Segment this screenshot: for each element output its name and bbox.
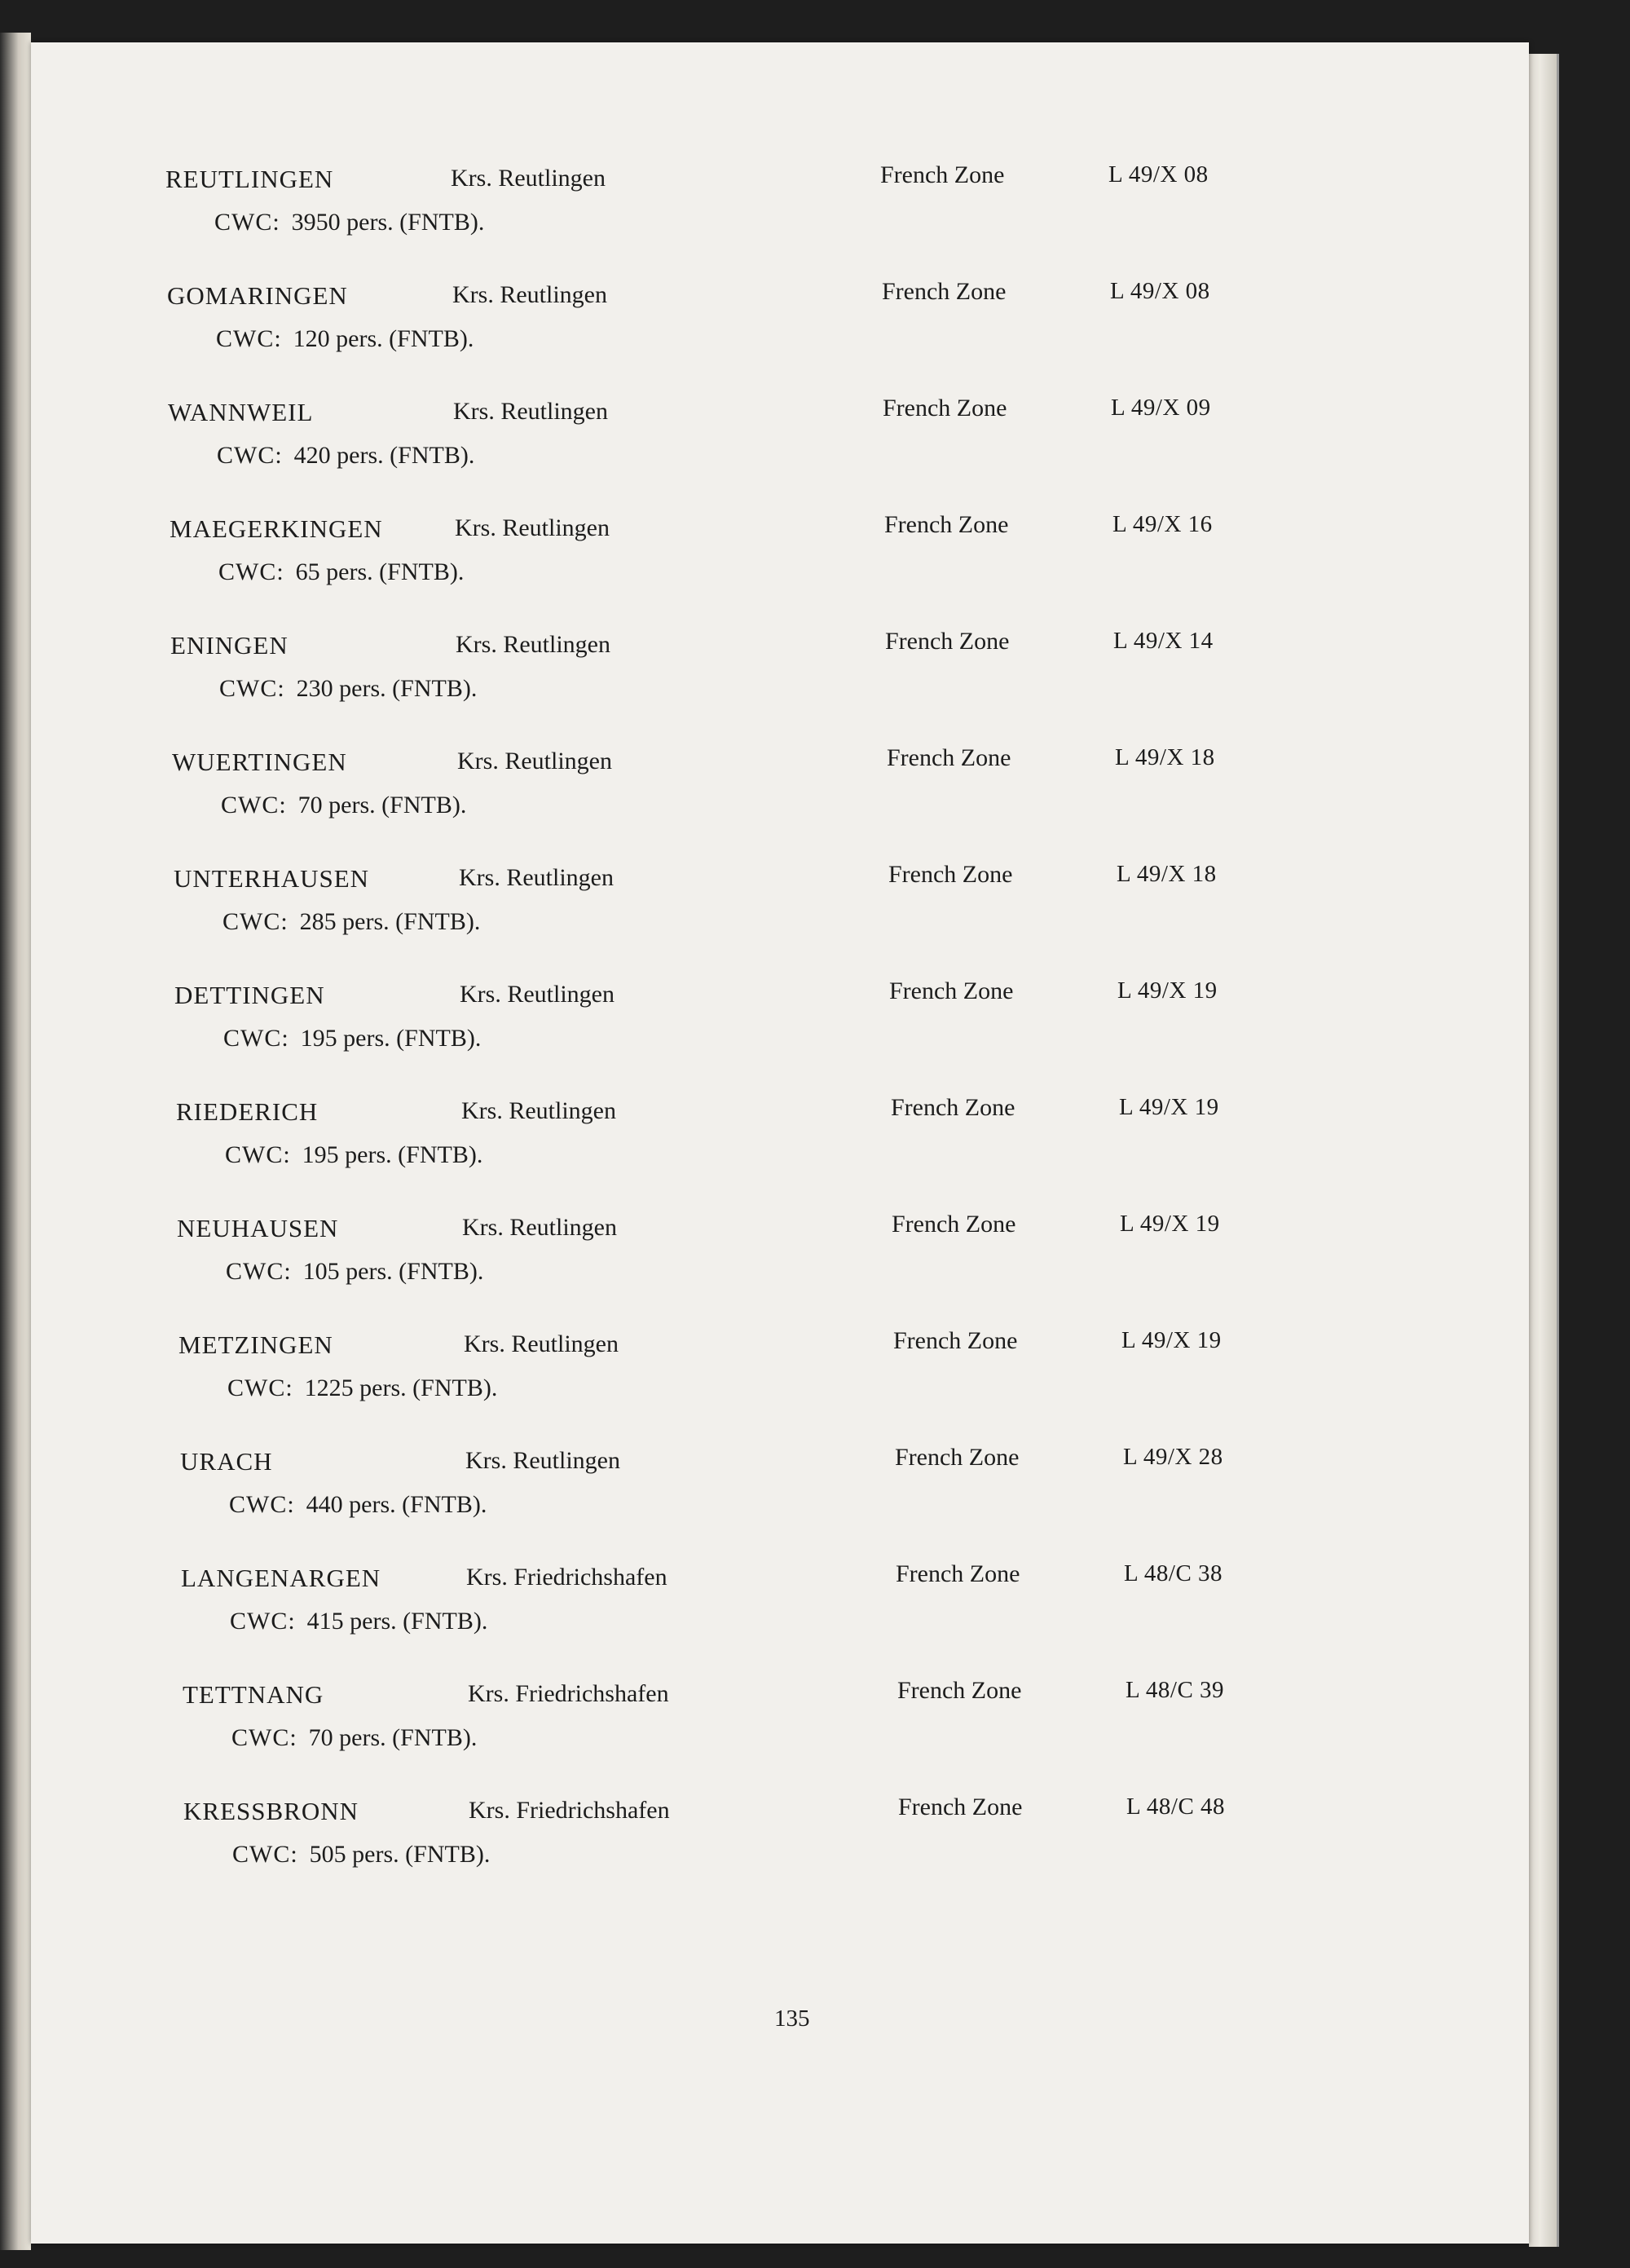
- cwc-label: CWC:: [216, 325, 282, 352]
- map-reference: L 49/X 08: [1108, 161, 1209, 188]
- zone: French Zone: [887, 744, 1011, 771]
- list-item: [31, 395, 1529, 488]
- list-item: [31, 1094, 1529, 1187]
- district: Krs. Reutlingen: [464, 1330, 619, 1357]
- map-reference: L 48/C 48: [1126, 1794, 1226, 1820]
- zone: French Zone: [898, 1794, 1023, 1820]
- left-page-edge: [0, 33, 31, 2250]
- cwc-value: 65 pers. (FNTB).: [295, 558, 465, 585]
- right-page-edge: [1529, 54, 1559, 2247]
- map-reference: L 49/X 16: [1112, 511, 1213, 537]
- map-reference: L 49/X 19: [1120, 1211, 1220, 1237]
- place-name: WANNWEIL: [168, 398, 314, 426]
- district: Krs. Reutlingen: [457, 748, 612, 774]
- cwc-label: CWC:: [225, 1141, 291, 1168]
- map-reference: L 49/X 09: [1111, 395, 1211, 421]
- district: Krs. Reutlingen: [462, 1214, 617, 1241]
- list-item: [31, 511, 1529, 604]
- cwc-line: [221, 792, 466, 819]
- cwc-value: 415 pers. (FNTB).: [306, 1608, 488, 1635]
- zone: French Zone: [888, 861, 1013, 888]
- cwc-label: CWC:: [218, 558, 284, 585]
- list-item: [31, 1794, 1529, 1886]
- place-name: URACH: [180, 1447, 273, 1476]
- list-item: [31, 1677, 1529, 1770]
- cwc-value: 505 pers. (FNTB).: [309, 1841, 491, 1868]
- cwc-label: CWC:: [232, 1841, 298, 1868]
- map-reference: L 49/X 19: [1117, 977, 1218, 1004]
- zone: French Zone: [883, 395, 1007, 421]
- district: Krs. Reutlingen: [452, 281, 607, 308]
- list-item: [31, 278, 1529, 371]
- map-reference: L 49/X 18: [1115, 744, 1215, 770]
- list-item: [31, 1211, 1529, 1304]
- zone: French Zone: [895, 1444, 1020, 1471]
- zone: French Zone: [889, 977, 1014, 1004]
- cwc-value: 195 pers. (FNTB).: [302, 1141, 483, 1168]
- cwc-line: [231, 1724, 477, 1752]
- cwc-value: 230 pers. (FNTB).: [296, 675, 478, 702]
- cwc-label: CWC:: [217, 442, 283, 469]
- place-name: UNTERHAUSEN: [174, 864, 370, 893]
- cwc-line: [225, 1141, 482, 1169]
- list-item: [31, 1444, 1529, 1537]
- place-name: DETTINGEN: [174, 981, 325, 1009]
- place-name: NEUHAUSEN: [177, 1214, 339, 1242]
- cwc-label: CWC:: [229, 1491, 295, 1518]
- place-name: METZINGEN: [178, 1330, 333, 1359]
- cwc-label: CWC:: [221, 792, 287, 819]
- map-reference: L 49/X 08: [1110, 278, 1210, 304]
- place-name: LANGENARGEN: [181, 1564, 381, 1592]
- cwc-value: 3950 pers. (FNTB).: [291, 209, 485, 236]
- place-name: WUERTINGEN: [172, 748, 347, 776]
- cwc-label: CWC:: [230, 1608, 296, 1635]
- cwc-value: 420 pers. (FNTB).: [293, 442, 475, 469]
- cwc-line: [218, 558, 464, 586]
- cwc-label: CWC:: [222, 908, 289, 935]
- zone: French Zone: [884, 511, 1009, 538]
- cwc-line: [226, 1258, 483, 1286]
- cwc-value: 70 pers. (FNTB).: [308, 1724, 478, 1751]
- place-name: RIEDERICH: [176, 1097, 319, 1126]
- cwc-line: [214, 209, 484, 236]
- district: Krs. Reutlingen: [459, 864, 614, 891]
- map-reference: L 49/X 14: [1113, 628, 1214, 654]
- cwc-line: [216, 325, 474, 353]
- cwc-value: 70 pers. (FNTB).: [297, 792, 467, 819]
- place-name: KRESSBRONN: [183, 1797, 359, 1825]
- cwc-label: CWC:: [219, 675, 285, 702]
- list-item: [31, 861, 1529, 954]
- list-item: [31, 1560, 1529, 1653]
- cwc-line: [217, 442, 474, 470]
- list-item: [31, 977, 1529, 1070]
- cwc-line: [219, 675, 477, 703]
- map-reference: L 48/C 38: [1124, 1560, 1223, 1586]
- zone: French Zone: [885, 628, 1010, 655]
- cwc-value: 120 pers. (FNTB).: [293, 325, 474, 352]
- place-name: REUTLINGEN: [165, 165, 334, 193]
- cwc-value: 285 pers. (FNTB).: [299, 908, 481, 935]
- zone: French Zone: [891, 1094, 1015, 1121]
- cwc-label: CWC:: [227, 1374, 293, 1401]
- map-reference: L 49/X 19: [1119, 1094, 1219, 1120]
- district: Krs. Friedrichshafen: [466, 1564, 667, 1591]
- district: Krs. Reutlingen: [455, 514, 610, 541]
- zone: French Zone: [882, 278, 1007, 305]
- district: Krs. Reutlingen: [460, 981, 615, 1008]
- district: Krs. Friedrichshafen: [469, 1797, 670, 1824]
- cwc-line: [223, 1025, 481, 1052]
- map-reference: L 49/X 28: [1123, 1444, 1223, 1470]
- district: Krs. Reutlingen: [465, 1447, 620, 1474]
- map-reference: L 49/X 18: [1117, 861, 1217, 887]
- district: Krs. Reutlingen: [461, 1097, 616, 1124]
- district: Krs. Friedrichshafen: [468, 1680, 669, 1707]
- zone: French Zone: [893, 1327, 1018, 1354]
- list-item: [31, 628, 1529, 721]
- cwc-value: 105 pers. (FNTB).: [302, 1258, 484, 1285]
- list-item: [31, 161, 1529, 254]
- cwc-line: [230, 1608, 487, 1635]
- zone: French Zone: [880, 161, 1005, 188]
- cwc-value: 440 pers. (FNTB).: [306, 1491, 487, 1518]
- list-item: [31, 744, 1529, 837]
- cwc-value: 1225 pers. (FNTB).: [304, 1374, 498, 1401]
- place-name: MAEGERKINGEN: [170, 514, 383, 543]
- cwc-label: CWC:: [214, 209, 280, 236]
- zone: French Zone: [896, 1560, 1020, 1587]
- district: Krs. Reutlingen: [453, 398, 608, 425]
- page-number: 135: [774, 2005, 810, 2032]
- place-name: ENINGEN: [170, 631, 289, 660]
- place-name: TETTNANG: [183, 1680, 324, 1709]
- cwc-line: [227, 1374, 497, 1402]
- zone: French Zone: [892, 1211, 1016, 1238]
- cwc-line: [229, 1491, 487, 1519]
- cwc-line: [222, 908, 480, 936]
- district: Krs. Reutlingen: [456, 631, 610, 658]
- cwc-label: CWC:: [226, 1258, 292, 1285]
- cwc-label: CWC:: [223, 1025, 289, 1052]
- district: Krs. Reutlingen: [451, 165, 606, 192]
- cwc-value: 195 pers. (FNTB).: [300, 1025, 482, 1052]
- cwc-line: [232, 1841, 490, 1869]
- zone: French Zone: [897, 1677, 1022, 1704]
- map-reference: L 49/X 19: [1121, 1327, 1222, 1353]
- map-reference: L 48/C 39: [1126, 1677, 1225, 1703]
- cwc-label: CWC:: [231, 1724, 297, 1751]
- document-page: [31, 42, 1529, 2244]
- list-item: [31, 1327, 1529, 1420]
- place-name: GOMARINGEN: [167, 281, 348, 310]
